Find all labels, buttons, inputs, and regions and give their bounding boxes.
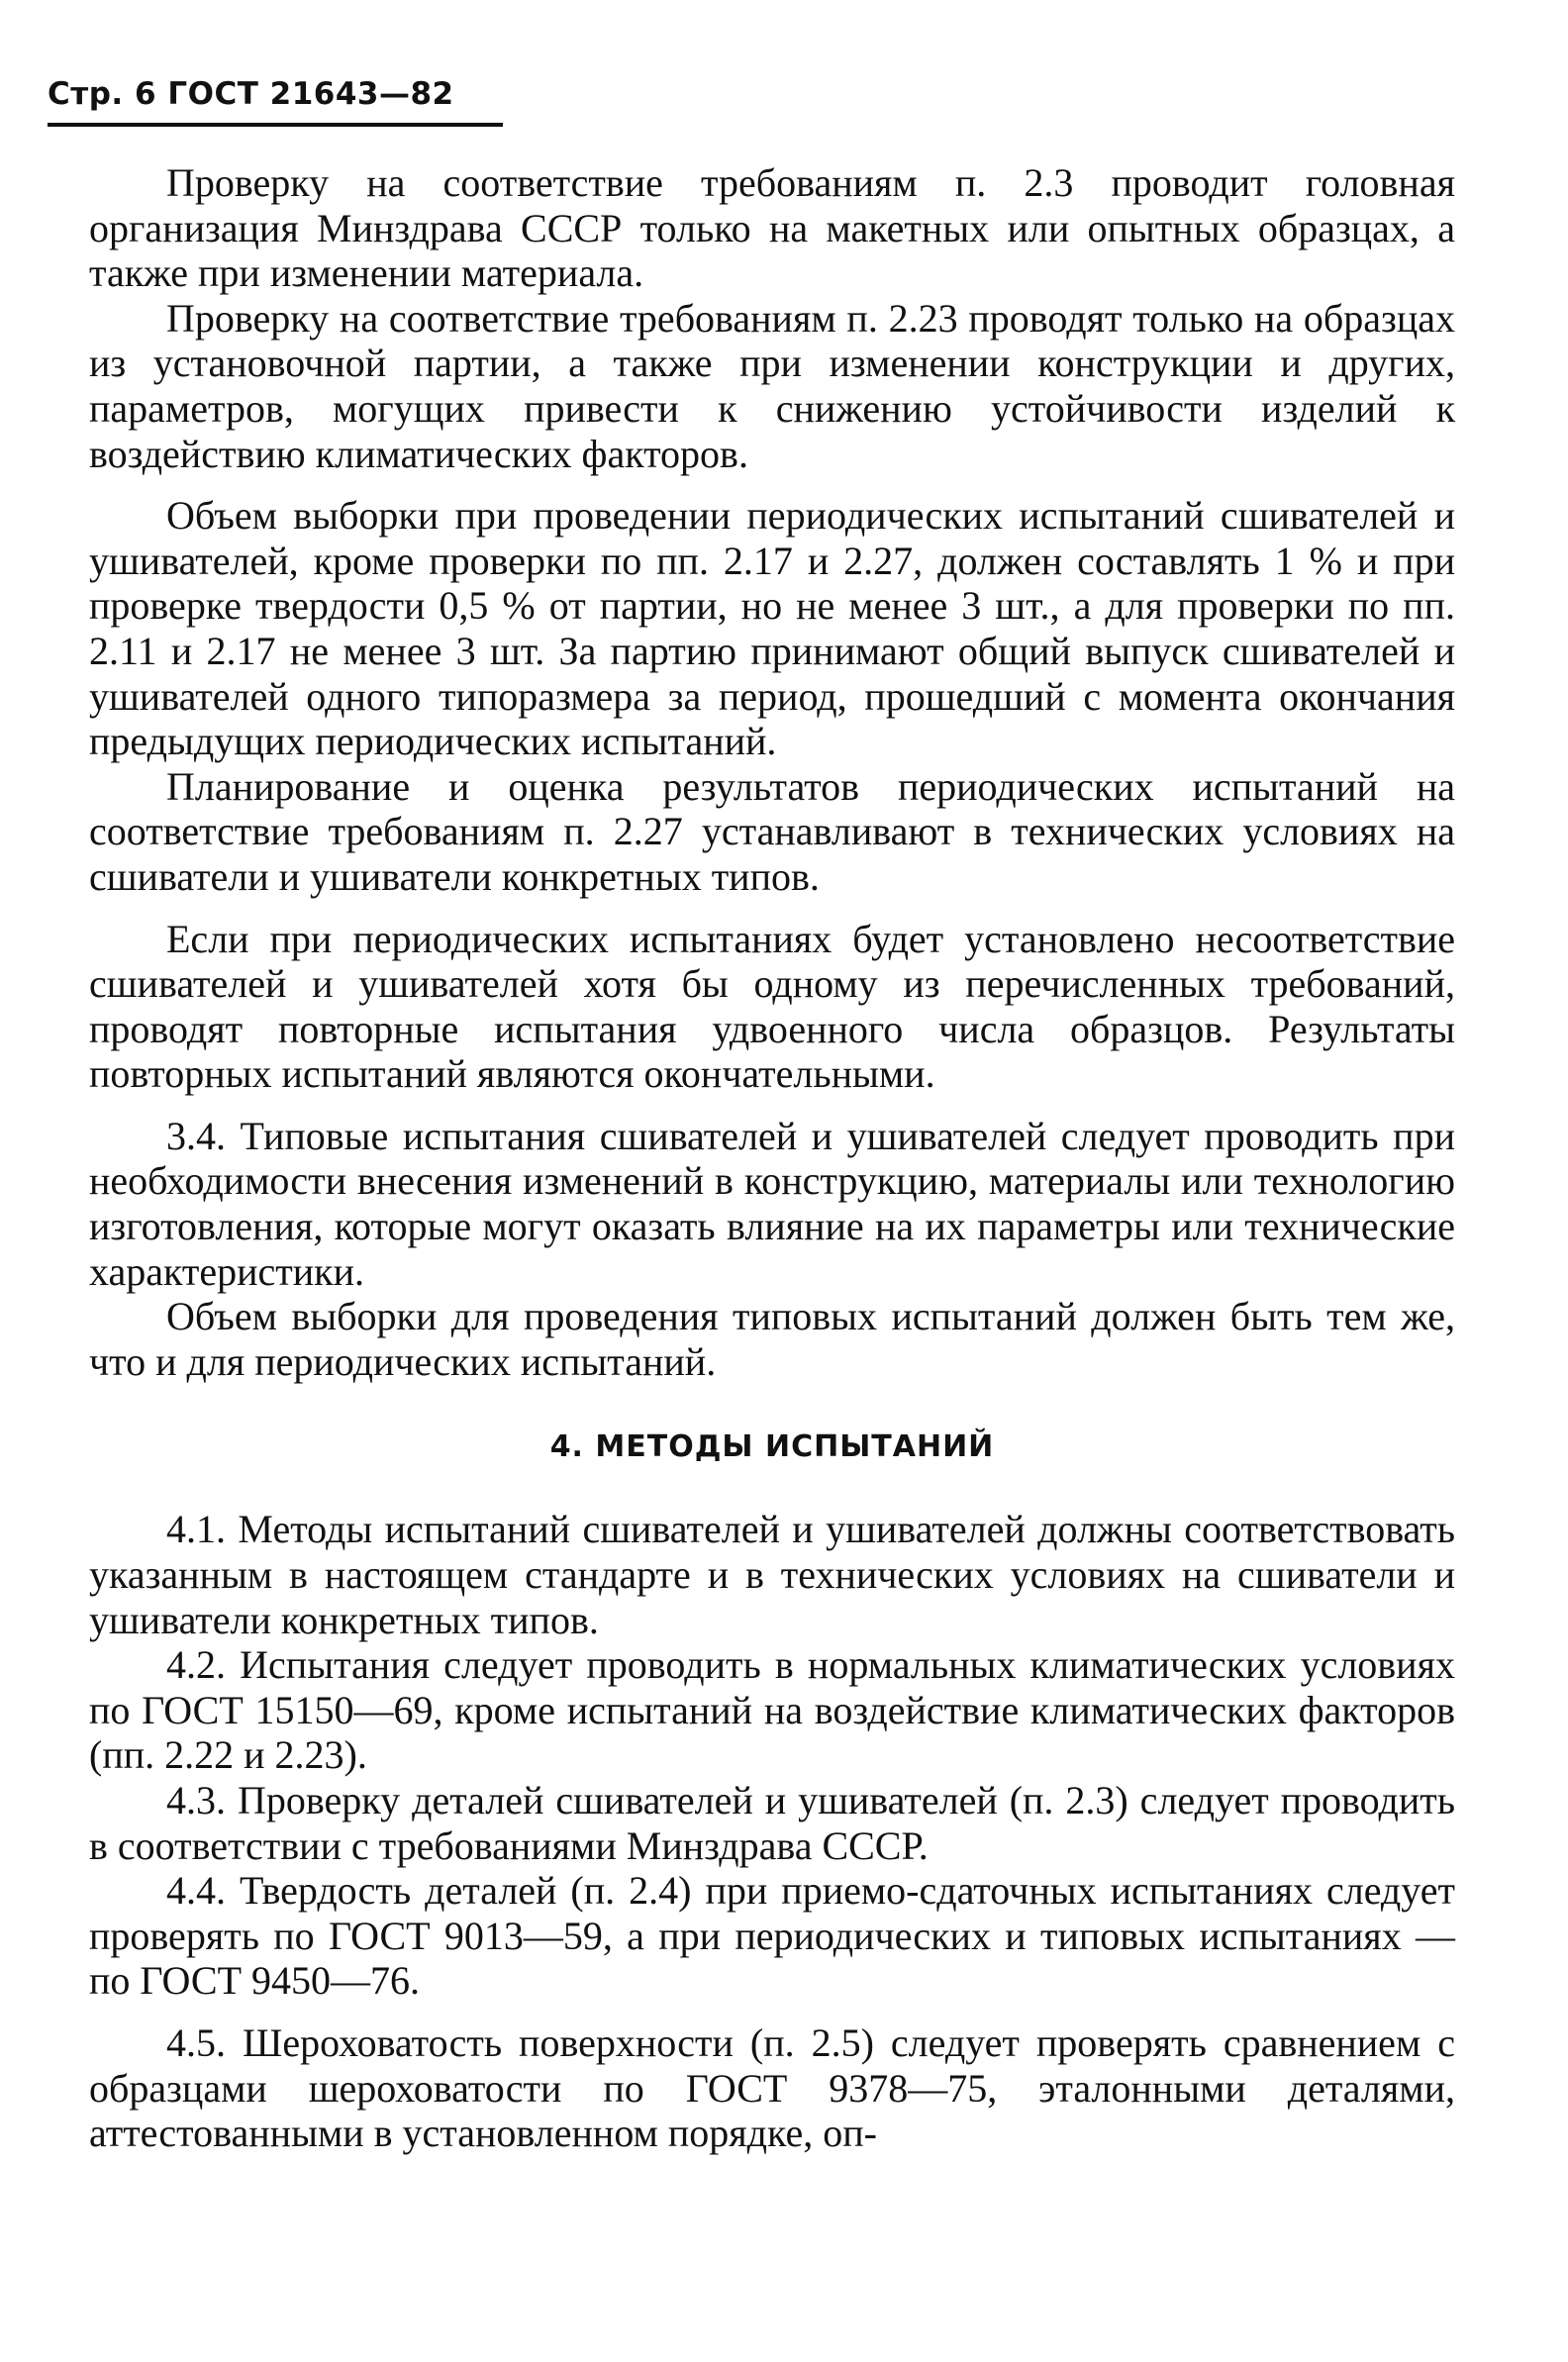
section-heading: 4. МЕТОДЫ ИСПЫТАНИЙ <box>549 1429 995 1465</box>
paragraph: 4.3. Проверку деталей сшивателей и ушивателей (п. 2.3) следует проводить в соответствии с требованиями Минздрава СССР. <box>89 1778 1455 1868</box>
paragraph: Проверку на соответствие требованиям п. 2.3 проводит головная организация Минздрава СССР только на макетных или опытных образцах, а также при изменении материала. <box>89 160 1455 296</box>
paragraph: 4.1. Методы испытаний сшивателей и ушивателей должны соответствовать указанным в настоящем стандарте и в технических условиях на сшиватели и ушиватели конкретных типов. <box>89 1507 1455 1642</box>
paragraph: Планирование и оценка результатов периодических испытаний на соответствие требованиям п. 2.27 устанавливают в технических условиях на сшиватели и ушиватели конкретных типов. <box>89 763 1455 899</box>
paragraph: Объем выборки при проведении периодических испытаний сшивателей и ушивателей, кроме проверки по пп. 2.17 и 2.27, должен составлять 1 % и при проверке твердости 0,5 % от партии, но не менее 3 шт., а для проверки по пп. 2.11 и 2.17 не менее 3 шт. За партию принимают общий выпуск сшивателей и ушивателей одного типоразмера за период, прошедший с момента окончания предыдущих периодических испытаний. <box>89 493 1455 764</box>
paragraph: 4.4. Твердость деталей (п. 2.4) при приемо-сдаточных испытаниях следует проверять по ГОСТ 9013—59, а при периодических и типовых испытаниях — по ГОСТ 9450—76. <box>89 1868 1455 2004</box>
document-body <box>89 160 1455 2156</box>
page-header: Стр. 6 ГОСТ 21643—82 <box>48 75 503 127</box>
paragraph: 3.4. Типовые испытания сшивателей и ушивателей следует проводить при необходимости внесения изменений в конструкцию, материалы или технологию изготовления, которые могут оказать влияние на их параметры или технические характеристики. <box>89 1113 1455 1294</box>
paragraph: 4.5. Шероховатость поверхности (п. 2.5) следует проверять сравнением с образцами шероховатости по ГОСТ 9378—75, эталонными деталями, аттестованными в установленном порядке, оп- <box>89 2019 1455 2156</box>
paragraph: 4.2. Испытания следует проводить в нормальных климатических условиях по ГОСТ 15150—69, кроме испытаний на воздействие климатических факторов (пп. 2.22 и 2.23). <box>89 1642 1455 1778</box>
paragraph: Если при периодических испытаниях будет установлено несоответствие сшивателей и ушивателей хотя бы одному из перечисленных требований, проводят повторные испытания удвоенного числа образцов. Результаты повторных испытаний являются окончательными. <box>89 916 1455 1097</box>
paragraph: Проверку на соответствие требованиям п. 2.23 проводят только на образцах из установочной партии, а также при изменении конструкции и других, параметров, могущих привести к снижению устойчивости изделий к воздействию климатических факторов. <box>89 295 1455 476</box>
paragraph: Объем выборки для проведения типовых испытаний должен быть тем же, что и для периодических испытаний. <box>89 1294 1455 1384</box>
